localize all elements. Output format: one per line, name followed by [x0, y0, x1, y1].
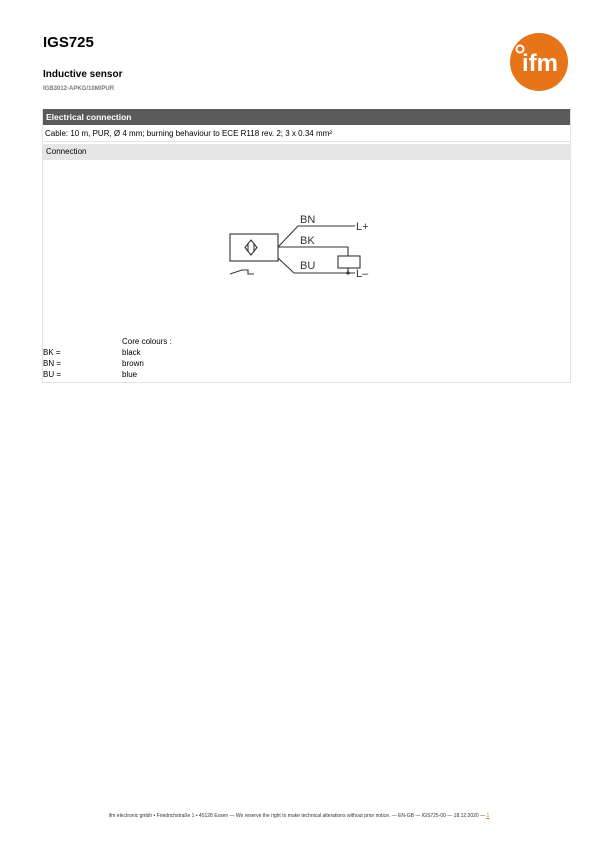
product-subtitle: Inductive sensor: [43, 69, 123, 80]
wiring-diagram: [228, 204, 388, 284]
page-number-link[interactable]: 1: [486, 813, 490, 819]
logo-text: ifm: [522, 50, 558, 77]
terminal-l-plus: L+: [356, 221, 369, 233]
cable-spec: Cable: 10 m, PUR, Ø 4 mm; burning behaviour to ECE R118 rev. 2; 3 x 0.34 mm²: [43, 126, 570, 142]
terminal-l-minus: L–: [356, 268, 369, 280]
legend-code: BK =: [43, 348, 61, 357]
wire-label-bk: BK: [300, 235, 315, 247]
load: [338, 256, 360, 268]
sensor-symbol: [245, 240, 257, 255]
wire-label-bn: BN: [300, 214, 316, 226]
legend-colour: black: [122, 348, 141, 357]
legend-code: BN =: [43, 359, 62, 368]
article-number: IGB3012-APKG/10M/PUR: [43, 86, 115, 92]
connection-header: Connection: [43, 144, 570, 160]
electrical-connection-section: [42, 109, 571, 383]
wire-bu: [278, 258, 355, 273]
ifm-logo: [510, 33, 568, 91]
page-footer: [0, 813, 598, 819]
wire-bk: [278, 247, 348, 256]
legend-code: BU =: [43, 370, 62, 379]
page-title: IGS725: [43, 34, 94, 51]
legend-colour: blue: [122, 370, 138, 379]
legend-title: Core colours :: [122, 337, 172, 346]
section-header: Electrical connection: [43, 109, 570, 125]
wire-label-bu: BU: [300, 260, 316, 272]
footer-text: ifm electronic gmbh • Friedrichstraße 1 • 45128 Essen — We reserve the right to make technical alterations without prior notice. — EN-GB — IGS725-00 — 18.12.2020 —: [108, 813, 486, 819]
legend-colour: brown: [122, 359, 144, 368]
wire-bn: [278, 226, 355, 247]
